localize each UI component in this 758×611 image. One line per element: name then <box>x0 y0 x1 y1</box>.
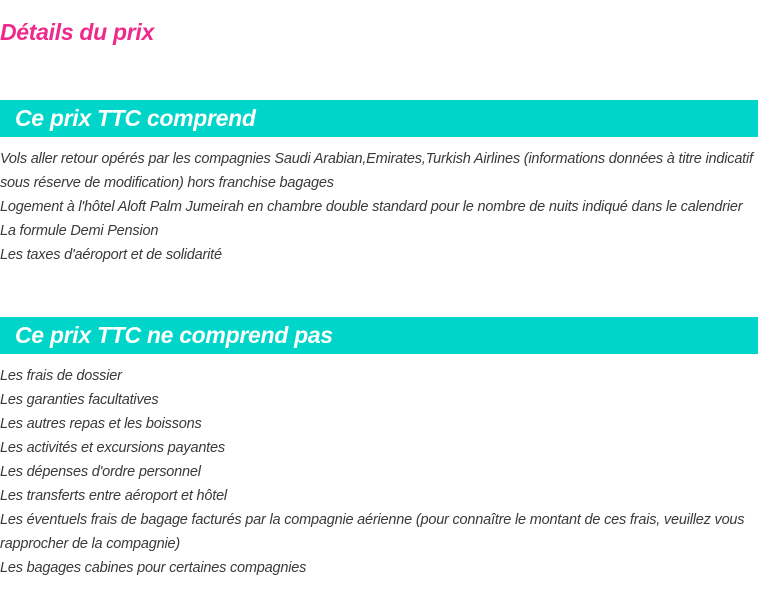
excluded-item: Les activités et excursions payantes <box>0 440 225 456</box>
excluded-item: Les autres repas et les boissons <box>0 416 202 432</box>
included-section-header <box>0 100 758 137</box>
excluded-item: Les dépenses d'ordre personnel <box>0 464 201 480</box>
included-item: La formule Demi Pension <box>0 223 159 239</box>
included-item: Logement à l'hôtel Aloft Palm Jumeirah en chambre double standard pour le nombre de nuits indiqué dans le calendrier <box>0 199 743 215</box>
excluded-item: Les frais de dossier <box>0 368 122 384</box>
excluded-item: Les bagages cabines pour certaines compagnies <box>0 560 307 576</box>
excluded-item: Les transferts entre aéroport et hôtel <box>0 488 227 504</box>
excluded-list <box>0 364 758 580</box>
included-item: Les taxes d'aéroport et de solidarité <box>0 247 222 263</box>
excluded-item: Les garanties facultatives <box>0 392 159 408</box>
excluded-heading: Ce prix TTC ne comprend pas <box>15 322 333 348</box>
page-title: Détails du prix <box>0 19 154 45</box>
included-list <box>0 147 758 267</box>
excluded-section-header <box>0 317 758 354</box>
excluded-item: Les éventuels frais de bagage facturés par la compagnie aérienne (pour connaître le montant de ces frais, veuillez vous rapprocher de la compagnie) <box>0 512 745 552</box>
included-heading: Ce prix TTC comprend <box>15 105 256 131</box>
included-item: Vols aller retour opérés par les compagnies Saudi Arabian,Emirates,Turkish Airlines (informations données à titre indicatif sous réserve de modification) hors franchise bagages <box>0 151 753 191</box>
